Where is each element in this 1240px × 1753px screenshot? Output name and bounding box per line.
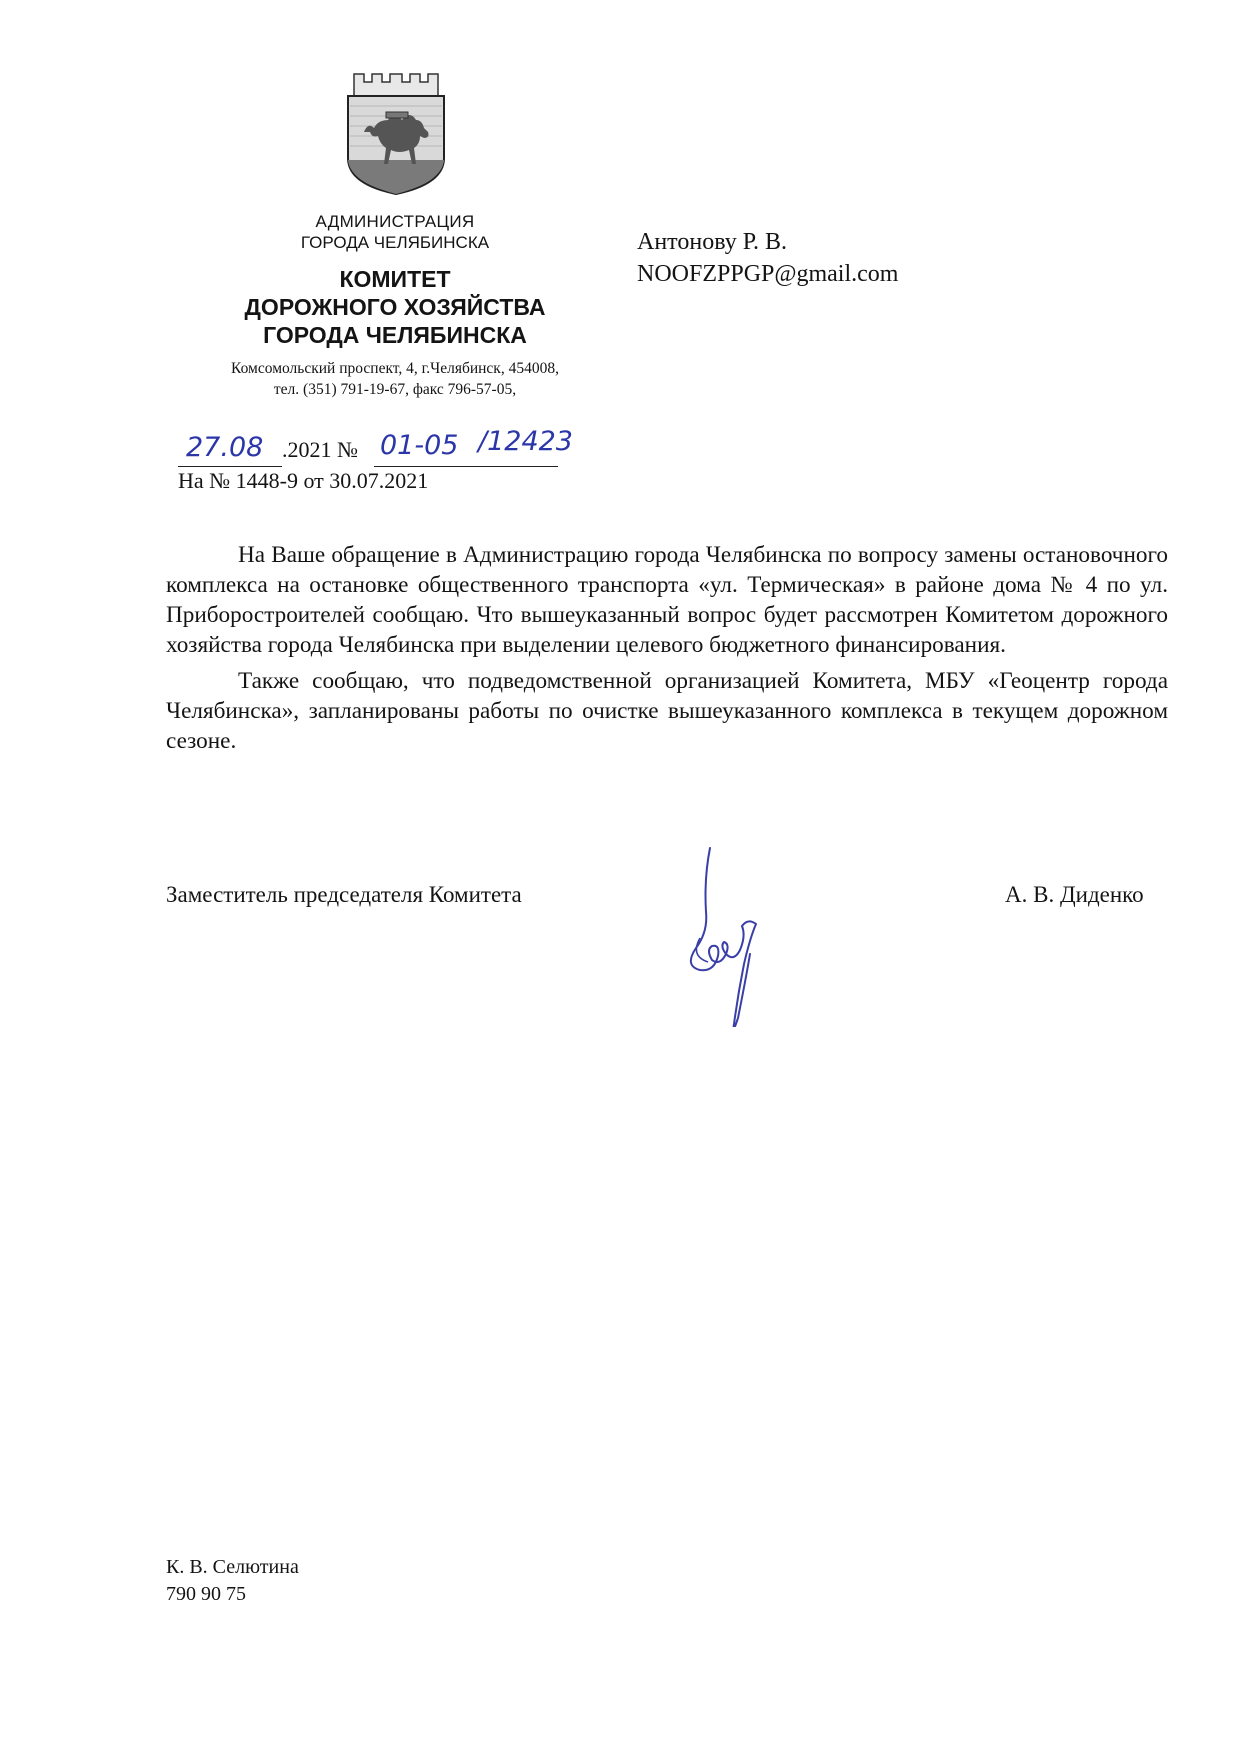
administration-title-line-2: ГОРОДА ЧЕЛЯБИНСКА (300, 233, 490, 252)
handwritten-date: 27.08 (186, 432, 264, 463)
addressee-name: Антонову Р. В. (637, 229, 788, 255)
committee-title-line-3: ГОРОДА ЧЕЛЯБИНСКА (263, 322, 527, 348)
committee-address: Комсомольский проспект, 4, г.Челябинск, 454008, (231, 360, 559, 377)
committee-title-line-1: КОМИТЕТ (339, 266, 451, 292)
registration-line (178, 426, 573, 466)
signatory-title: Заместитель председателя Комитета (166, 882, 522, 907)
registration-year-label: .2021 № (282, 437, 358, 462)
reply-reference: На № 1448-9 от 30.07.2021 (178, 468, 429, 493)
camel-coat-of-arms-icon (340, 70, 452, 196)
handwritten-number-part-1: 01-05 (380, 430, 459, 461)
handwritten-signature-icon (670, 842, 790, 1027)
committee-phones: тел. (351) 791-19-67, факс 796-57-05, (273, 381, 517, 398)
administration-title-line-1: АДМИНИСТРАЦИЯ (315, 212, 475, 231)
body-paragraph-2: Также сообщаю, что подведомственной организацией Комитета, МБУ «Геоцентр города Челябинска», запланированы работы по очистке вышеуказанного комплекса в текущем дорожном сезоне. (166, 668, 1168, 754)
signatory-name: А. В. Диденко (1005, 882, 1144, 907)
body-paragraph-1: На Ваше обращение в Администрацию города Челябинска по вопросу замены остановочного комплекса на остановке общественного транспорта «ул. Термическая» в районе дома № 4 по ул. Приборостроителей сообщаю. Что вышеуказанный вопрос будет рассмотрен Комитетом дорожного хозяйства города Челябинска при выделении целевого бюджетного финансирования. (166, 542, 1168, 658)
handwritten-number-part-2: /12423 (478, 426, 573, 457)
executor-name: К. В. Селютина (166, 1556, 299, 1578)
addressee-email: NOOFZPPGP@gmail.com (637, 261, 899, 287)
committee-title-line-2: ДОРОЖНОГО ХОЗЯЙСТВА (244, 294, 546, 320)
executor-phone: 790 90 75 (166, 1583, 246, 1605)
letter-body (166, 540, 1168, 756)
